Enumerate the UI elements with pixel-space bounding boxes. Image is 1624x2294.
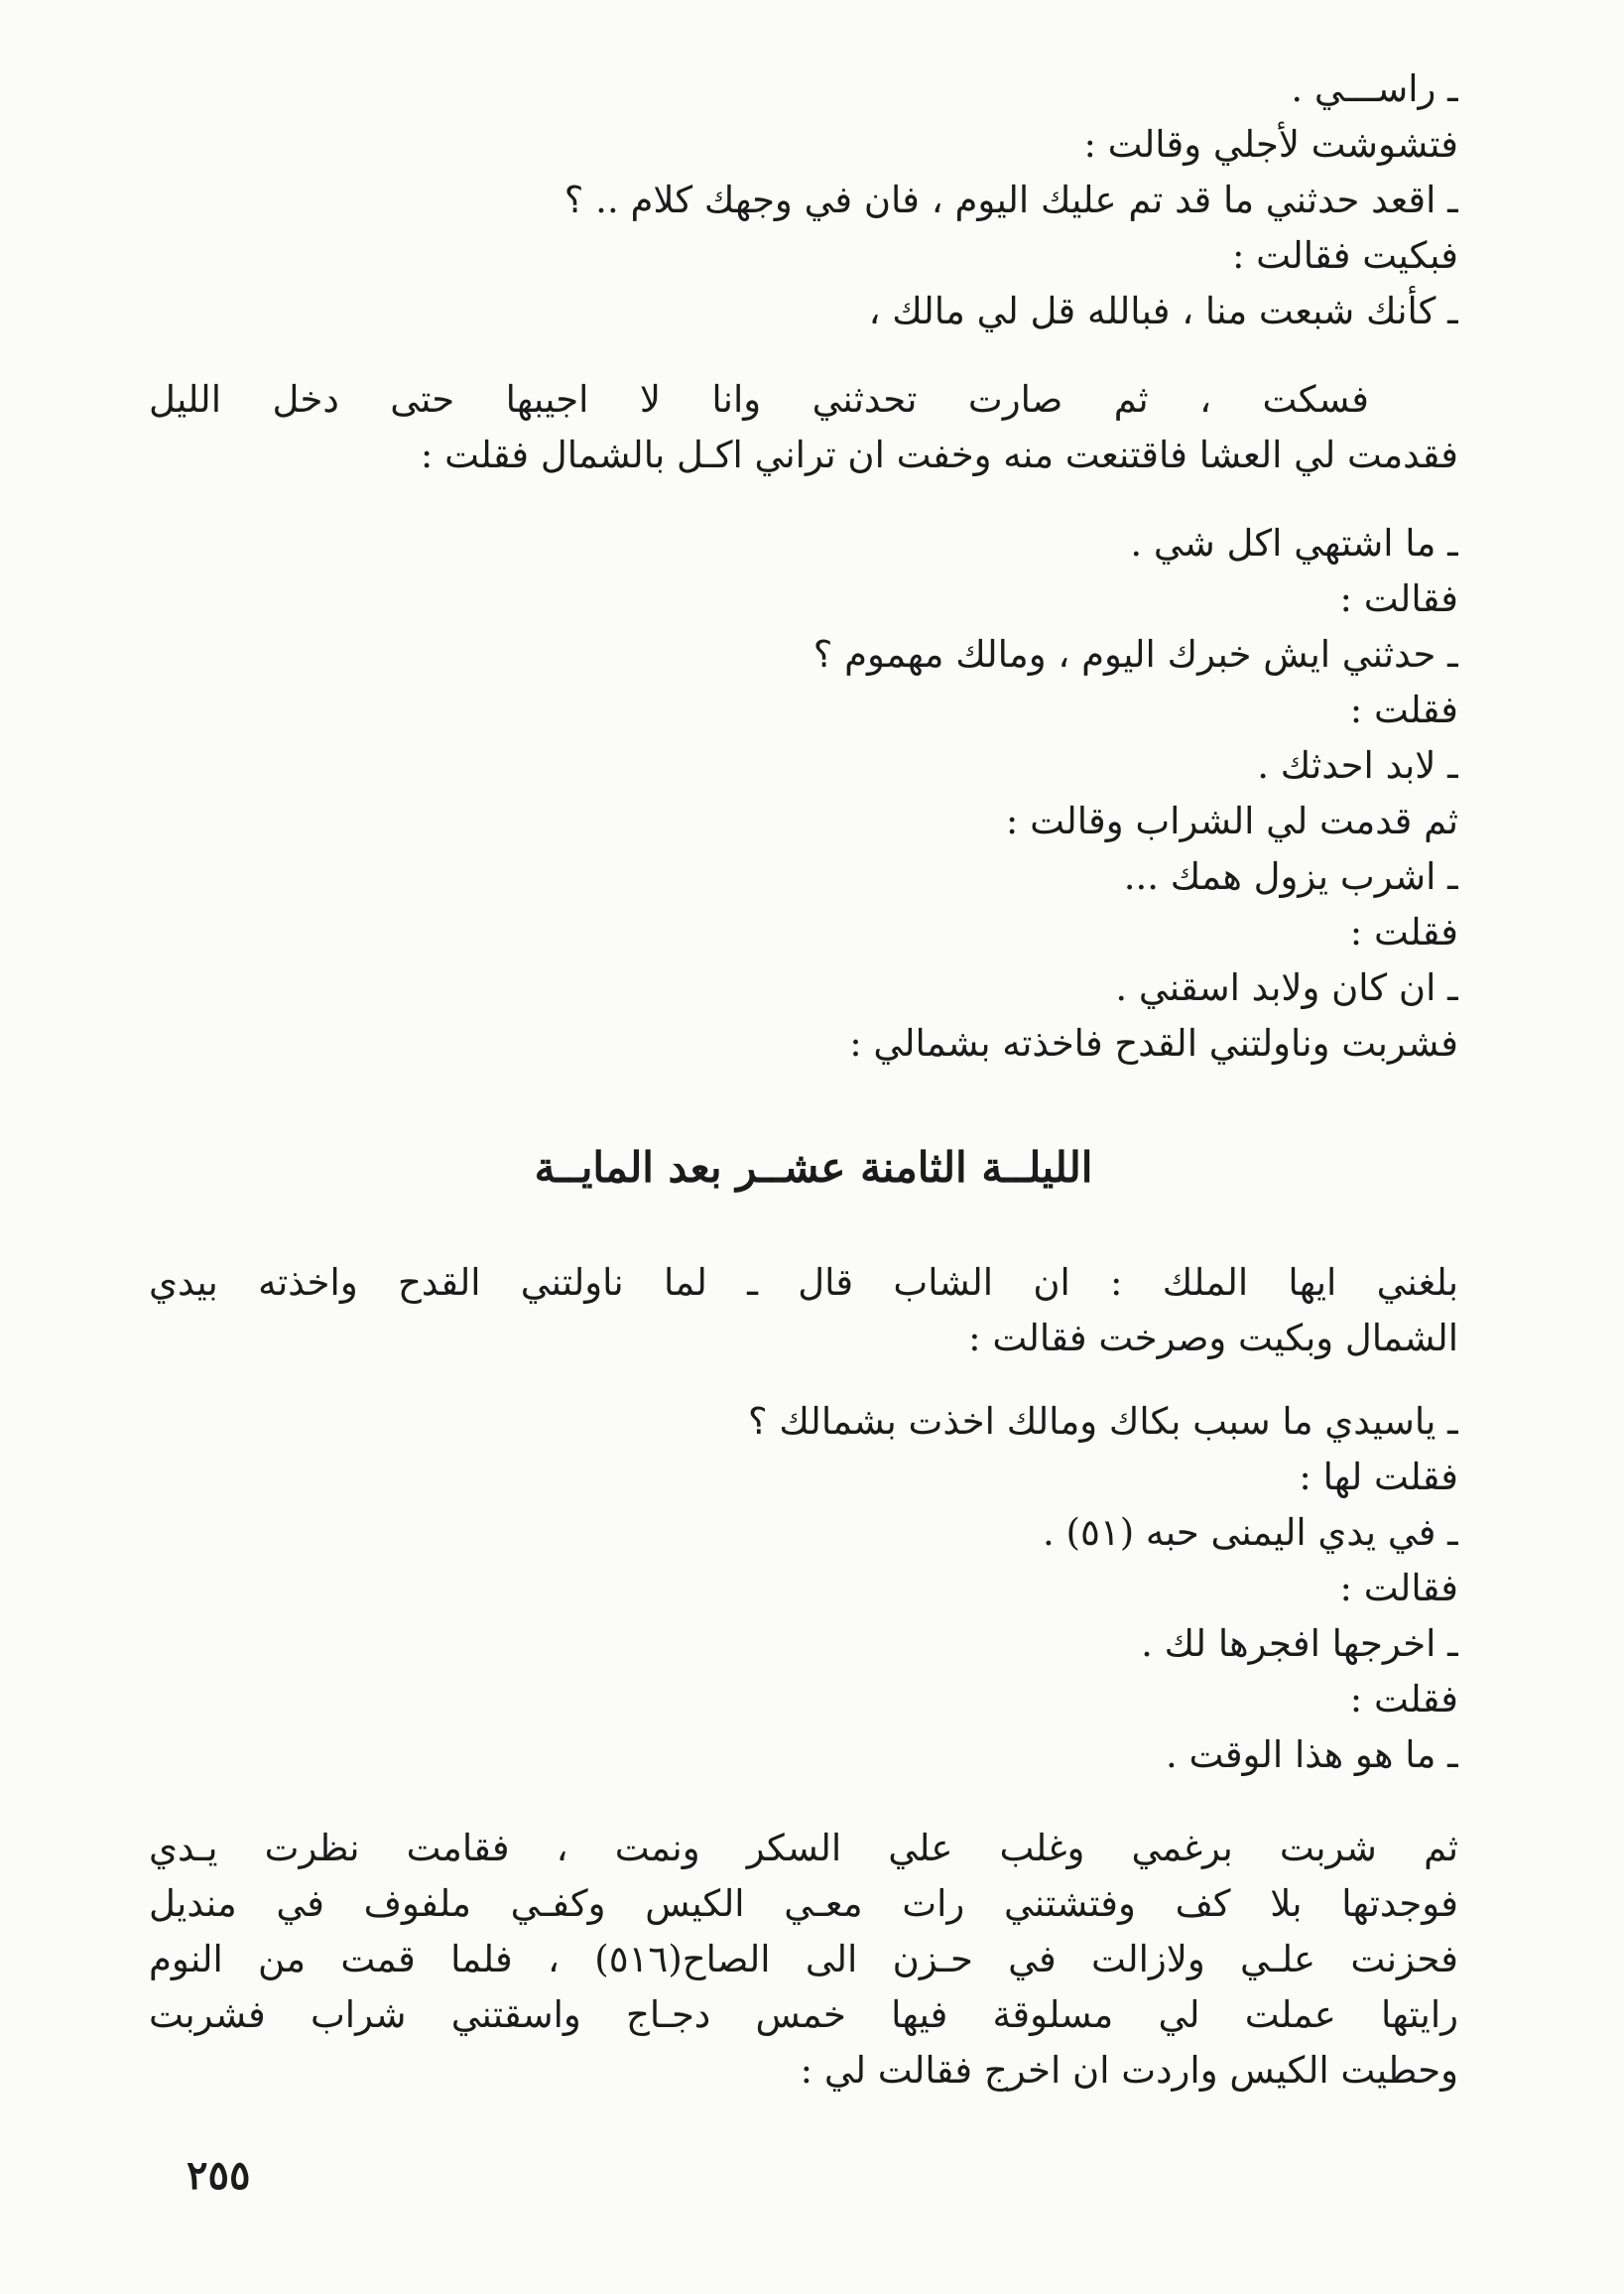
paragraph-2 [149,1255,1458,1366]
chapter-heading: الليلــة الثامنة عشــر بعد المايــة [534,1143,1093,1192]
text-line: ـ ان كان ولابد اسقني . [1115,966,1458,1009]
text-line: فوجدتها بلا كف وفتشتني رات معـي الكيس وكفـي ملفوف في منديل [149,1882,1458,1925]
text-line: ـ كأنك شبعت منا ، فبالله قل لي مالك ، [868,290,1458,332]
text-line: بلغني ايها الملك : ان الشاب قال ـ لما ناولتني القدح واخذته بيدي [149,1261,1458,1304]
text-line: فقلت لها : [1299,1456,1458,1498]
text-line: رايتها عملت لي مسلوقة فيها خمس دجـاج واسقتني شراب فشربت [149,1993,1458,2036]
text-line: ثم شربت برغمي وغلب علي السكر ونمت ، فقامت نظرت يـدي [149,1827,1458,1869]
text-line: فقالت : [1339,577,1458,620]
text-line: ـ راســـي . [1291,67,1458,110]
text-line: فحزنت علـي ولازالت في حـزن الى الصاح(٥١٦) ، فلما قمت من النوم [149,1938,1458,1980]
text-line: ـ ما اشتهي اكل شي . [1130,522,1458,565]
text-line: فقلت : [1349,689,1458,731]
text-line: فقلت : [1349,1678,1458,1720]
paragraph-1 [149,372,1458,483]
text-line: ـ لابد احدثك . [1257,744,1458,787]
text-line: ـ في يدي اليمنى حبه (٥١) . [1043,1511,1458,1554]
text-line: فتشوشت لأجلي وقالت : [1083,123,1458,166]
text-line: الشمال وبكيت وصرخت فقالت : [968,1317,1458,1359]
dialogue-block-3 [169,1394,1458,1783]
text-line: فشربت وناولتني القدح فاخذته بشمالي : [849,1022,1458,1065]
text-line: ـ اشرب يزول همك ... [1123,855,1458,898]
paragraph-3 [149,1821,1458,2099]
text-line: فقدمت لي العشا فاقتنعت منه وخفت ان تراني اكـل بالشمال فقلت : [420,434,1458,476]
text-line: ـ ما هو هذا الوقت . [1165,1733,1458,1776]
text-line: وحطيت الكيس واردت ان اخرج فقالت لي : [800,2049,1458,2092]
text-line: فقالت : [1339,1567,1458,1609]
text-line: ـ ياسيدي ما سبب بكاك ومالك اخذت بشمالك ؟ [747,1400,1458,1443]
text-line: ثم قدمت لي الشراب وقالت : [1005,800,1458,842]
dialogue-block-2 [169,516,1458,1072]
text-line: ـ حدثني ايش خبرك اليوم ، ومالك مهموم ؟ [812,633,1458,676]
text-line: ـ اقعد حدثني ما قد تم عليك اليوم ، فان في وجهك كلام .. ؟ [563,179,1458,221]
text-line: فقلت : [1349,911,1458,954]
dialogue-block-1 [169,62,1458,339]
page-number: ٢٥٥ [187,2152,251,2199]
text-line: فسكت ، ثم صارت تحدثني وانا لا اجيبها حتى دخل الليل [149,378,1369,421]
text-line: ـ اخرجها افجرها لك . [1141,1622,1458,1665]
text-line: فبكيت فقالت : [1231,234,1458,277]
